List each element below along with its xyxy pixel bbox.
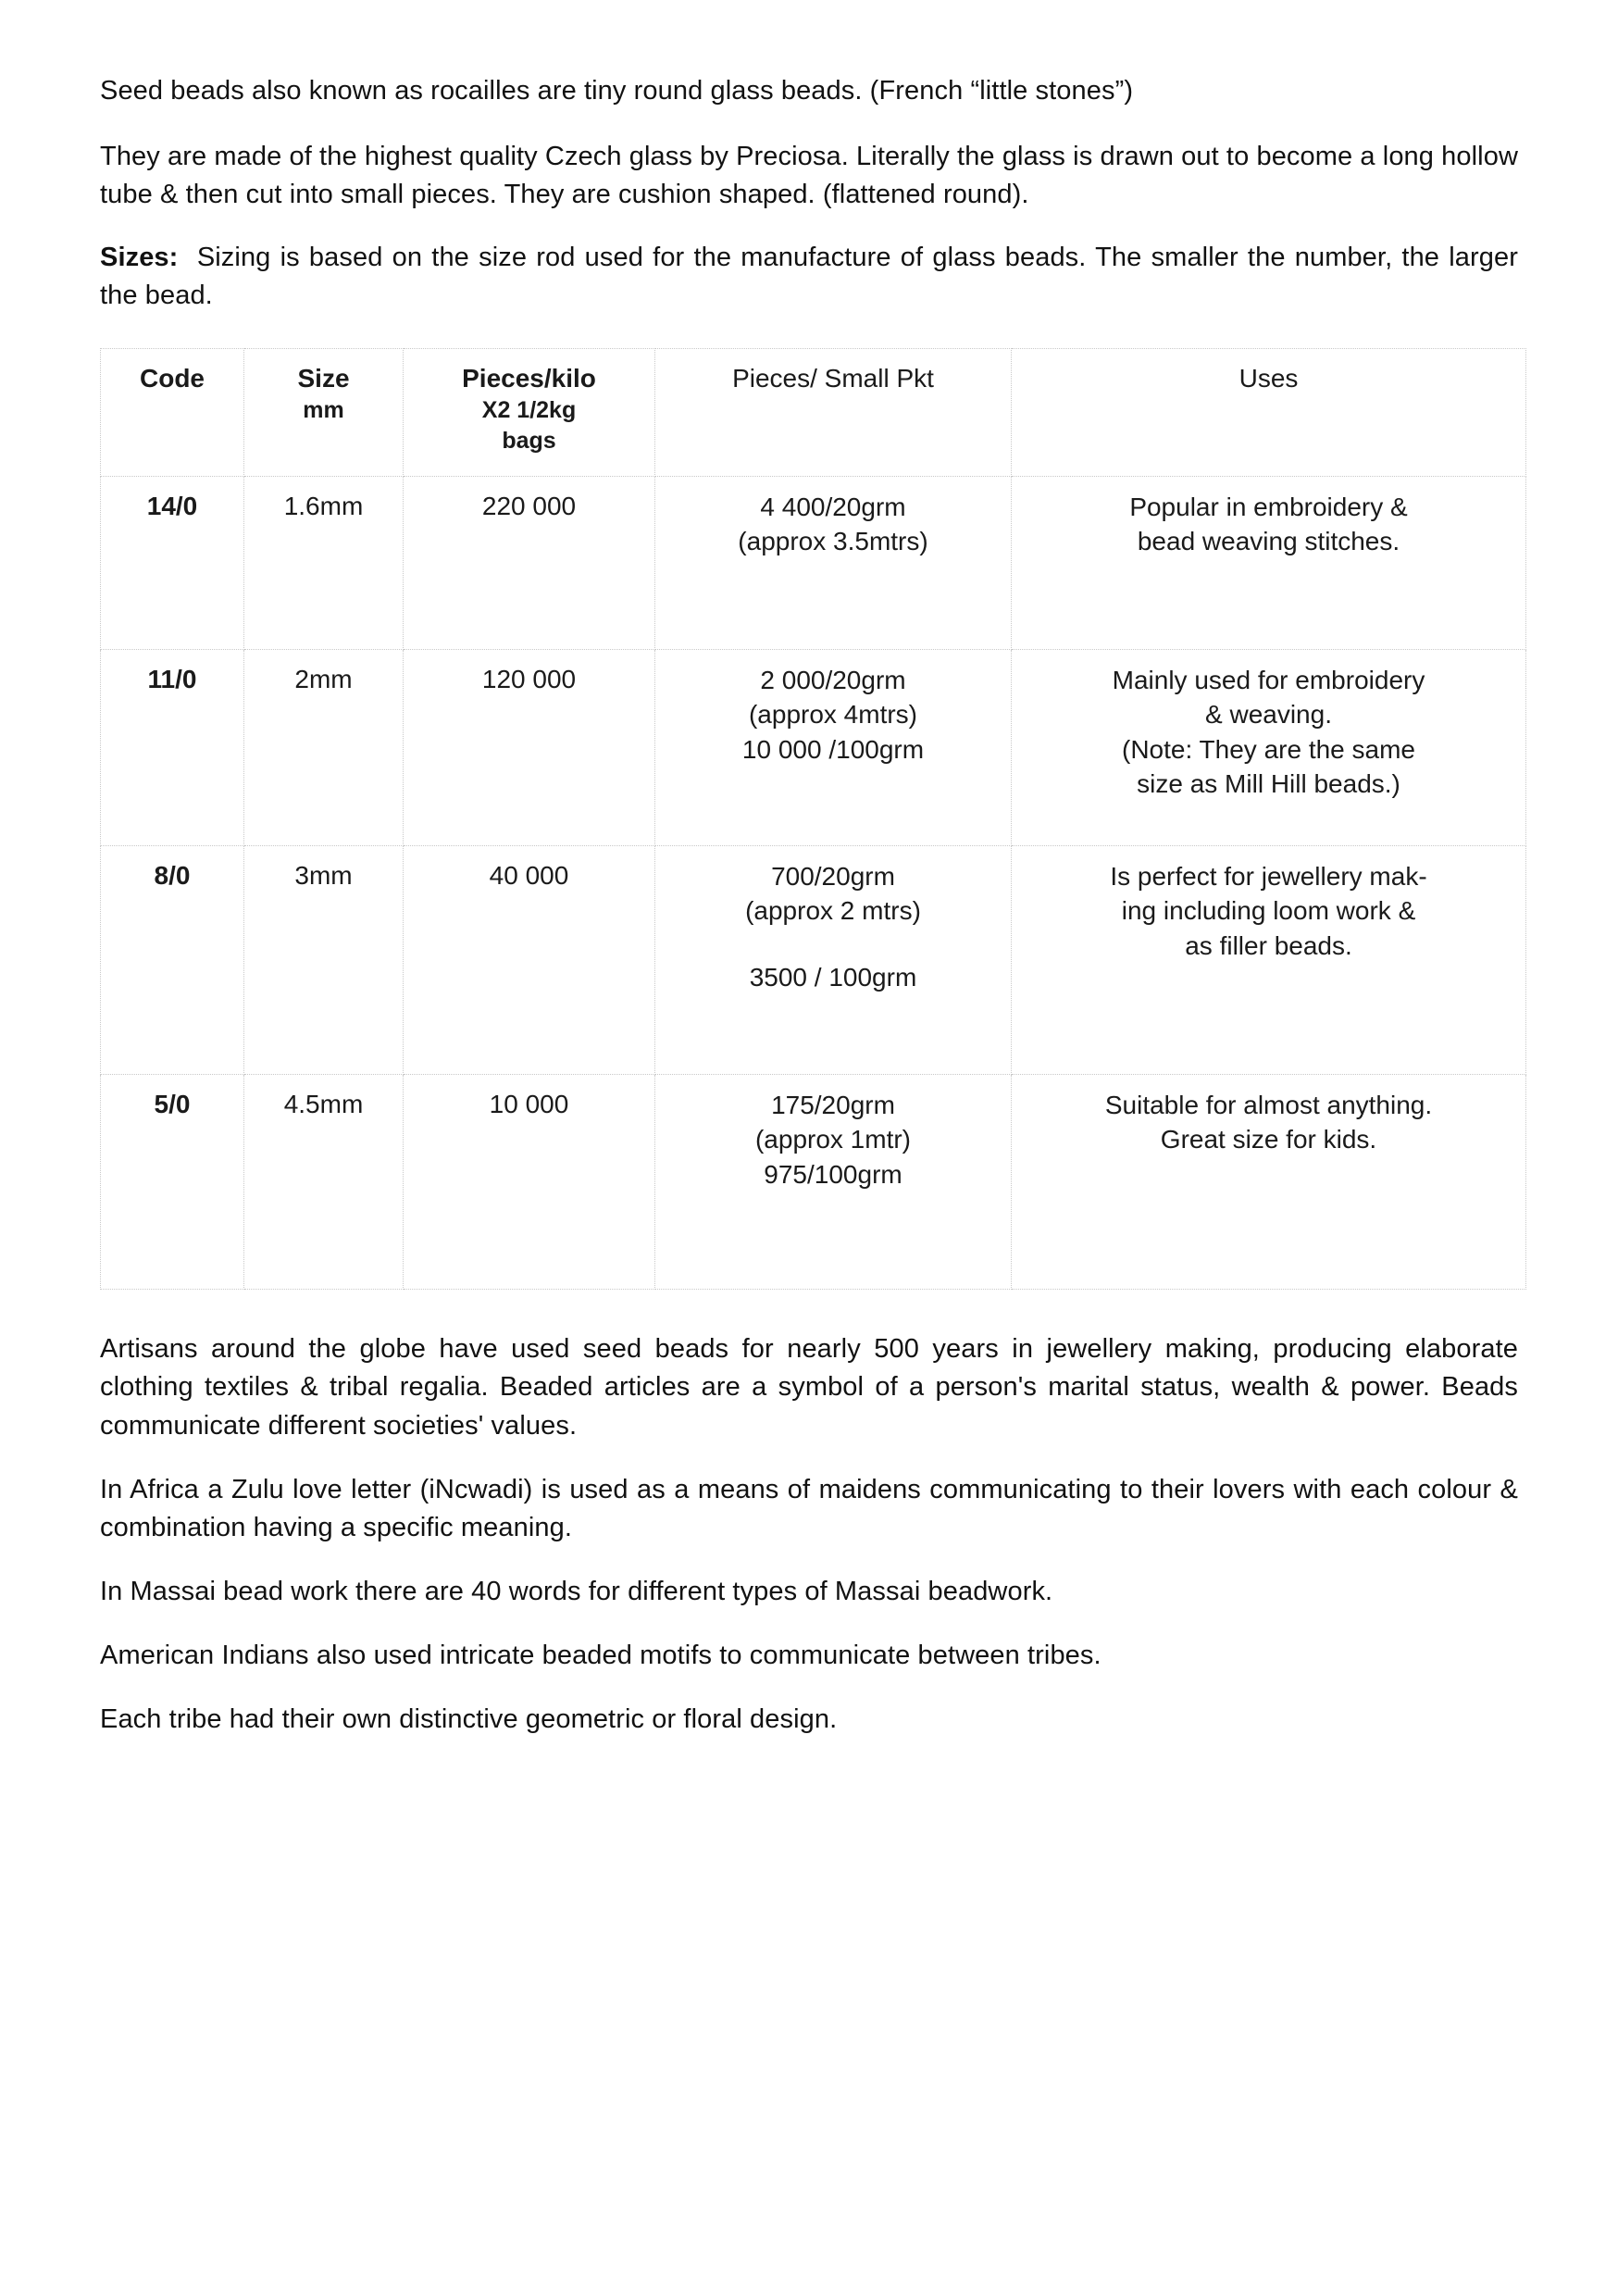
cell-packet (655, 650, 1012, 846)
uses-line: Is perfect for jewellery mak- (1110, 862, 1427, 892)
uses-line: & weaving. (1205, 700, 1332, 730)
uses-line: Suitable for almost anything. (1104, 1091, 1433, 1120)
cell-pieces: 220 000 (404, 477, 655, 650)
cell-code: 14/0 (101, 477, 244, 650)
uses-line: ing including loom work & (1121, 896, 1416, 926)
uses-line: size as Mill Hill beads.) (1137, 768, 1400, 798)
body-section (100, 1330, 1518, 1739)
cell-packet (655, 846, 1012, 1075)
cell-code: 11/0 (101, 650, 244, 846)
uses-line: Great size for kids. (1160, 1125, 1377, 1154)
bead-sizes-table (100, 348, 1526, 1290)
uses-line: bead weaving stitches. (1137, 527, 1400, 556)
table-body (101, 477, 1526, 1290)
header-pieces-label: Pieces/kilo (462, 363, 596, 393)
cell-pieces: 10 000 (404, 1075, 655, 1290)
header-uses: Uses (1012, 348, 1526, 476)
cell-size: 1.6mm (244, 477, 404, 650)
header-code: Code (101, 348, 244, 476)
cell-uses (1012, 650, 1526, 846)
body-paragraph-5: Each tribe had their own distinctive geometric or floral design. (100, 1704, 838, 1735)
table-row (101, 477, 1526, 650)
packet-line: 3500 / 100grm (749, 962, 917, 992)
body-paragraph-3: In Massai bead work there are 40 words for different types of Massai beadwork. (100, 1577, 1053, 1607)
packet-line: (approx 4mtrs) (748, 700, 918, 730)
cell-packet (655, 1075, 1012, 1290)
cell-code: 8/0 (101, 846, 244, 1075)
header-pieces-sub1: X2 1/2kg (481, 397, 577, 424)
cell-size: 3mm (244, 846, 404, 1075)
header-pieces-per-kilo (404, 348, 655, 476)
sizes-text: Sizing is based on the size rod used for the manufacture of glass beads. The smaller the number, the larger the bead. (100, 242, 1518, 310)
packet-line: 175/20grm (771, 1091, 895, 1120)
intro-paragraph-1: Seed beads also known as rocailles are tiny round glass beads. (French “little stones”) (100, 76, 1134, 106)
cell-uses (1012, 846, 1526, 1075)
intro-section (100, 72, 1518, 315)
header-size-label: Size (297, 363, 350, 393)
cell-code: 5/0 (101, 1075, 244, 1290)
uses-line: as filler beads. (1185, 930, 1352, 960)
intro-paragraph-2: They are made of the highest quality Czech glass by Preciosa. Literally the glass is drawn out to become a long hollow tube & then cut into small pieces. They are cushion shaped. (flattened round). (100, 142, 1518, 210)
packet-line: (approx 3.5mtrs) (738, 527, 928, 556)
table-row (101, 650, 1526, 846)
header-size (244, 348, 404, 476)
table-row (101, 846, 1526, 1075)
cell-uses (1012, 477, 1526, 650)
table-header-row (101, 348, 1526, 476)
cell-uses (1012, 1075, 1526, 1290)
cell-packet (655, 477, 1012, 650)
packet-line: 700/20grm (771, 862, 895, 892)
header-size-sub: mm (303, 397, 344, 424)
table-row (101, 1075, 1526, 1290)
uses-line: Mainly used for embroidery (1112, 666, 1425, 695)
packet-line: (approx 2 mtrs) (745, 896, 921, 926)
packet-line: 975/100grm (764, 1159, 902, 1189)
cell-size: 4.5mm (244, 1075, 404, 1290)
header-pieces-sub2: bags (502, 427, 556, 454)
uses-line: (Note: They are the same (1122, 734, 1415, 764)
header-small-packet: Pieces/ Small Pkt (655, 348, 1012, 476)
packet-line: (approx 1mtr) (754, 1125, 912, 1154)
body-paragraph-1: Artisans around the globe have used seed beads for nearly 500 years in jewellery making, producing elaborate clothing textiles & tribal regalia. Beaded articles are a symbol of a person's marital status, wealth & power. Beads communicate different societies' values. (100, 1334, 1518, 1441)
packet-line: 2 000/20grm (760, 666, 906, 695)
cell-pieces: 120 000 (404, 650, 655, 846)
table-header (101, 348, 1526, 476)
body-paragraph-4: American Indians also used intricate beaded motifs to communicate between tribes. (100, 1641, 1101, 1671)
packet-line: 4 400/20grm (760, 493, 906, 522)
cell-size: 2mm (244, 650, 404, 846)
cell-pieces: 40 000 (404, 846, 655, 1075)
uses-line: Popular in embroidery & (1129, 493, 1408, 522)
intro-paragraph-3 (100, 239, 1518, 315)
packet-spacer (665, 929, 1002, 960)
packet-line: 10 000 /100grm (741, 734, 925, 764)
sizes-label: Sizes: (100, 242, 179, 272)
body-paragraph-2: In Africa a Zulu love letter (iNcwadi) is used as a means of maidens communicating to their lovers with each colour & combination having a specific meaning. (100, 1474, 1518, 1542)
